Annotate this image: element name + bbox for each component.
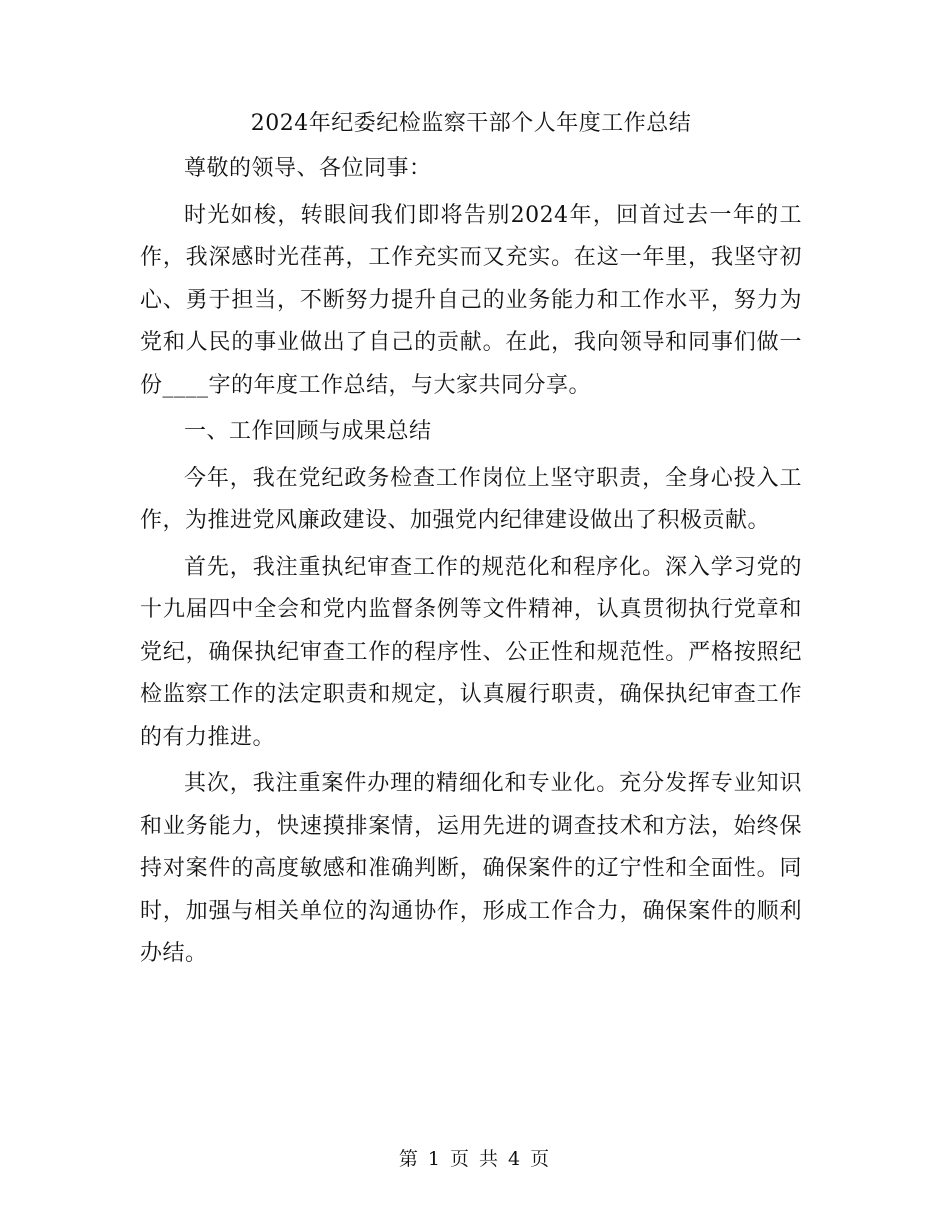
document-title: 2024年纪委纪检监察干部个人年度工作总结 (250, 111, 692, 136)
section-heading: 一、工作回顾与成果总结 (184, 419, 432, 444)
paragraph-second: 其次，我注重案件办理的精细化和专业化。充分发挥专业知识和业务能力，快速摸排案情，运用先进的调查技术和方法，始终保持对案件的高度敏感和准确判断，确保案件的辽宁性和全面性。同时，加强与相关单位的沟通协作，形成工作合力，确保案件的顺利办结。 (140, 771, 802, 966)
page-number-footer: 第 1 页 共 4 页 (398, 1148, 552, 1170)
paragraph-first: 首先，我注重执纪审查工作的规范化和程序化。深入学习党的十九届四中全会和党内监督条例等文件精神，认真贯彻执行党章和党纪，确保执纪审查工作的程序性、公正性和规范性。严格按照纪检监察工作的法定职责和规定，认真履行职责，确保执纪审查工作的有力推进。 (140, 554, 802, 750)
paragraph-intro: 时光如梭，转眼间我们即将告别2024年，回首过去一年的工作，我深感时光荏苒，工作充实而又充实。在这一年里，我坚守初心、勇于担当，不断努力提升自己的业务能力和工作水平，努力为党和人民的事业做出了自己的贡献。在此，我向领导和同事们做一份____字的年度工作总结，与大家共同分享。 (140, 202, 802, 398)
salutation: 尊敬的领导、各位同事： (184, 156, 432, 181)
paragraph-overview: 今年，我在党纪政务检查工作岗位上坚守职责，全身心投入工作，为推进党风廉政建设、加强党内纪律建设做出了积极贡献。 (140, 465, 802, 533)
document-body (140, 104, 802, 980)
